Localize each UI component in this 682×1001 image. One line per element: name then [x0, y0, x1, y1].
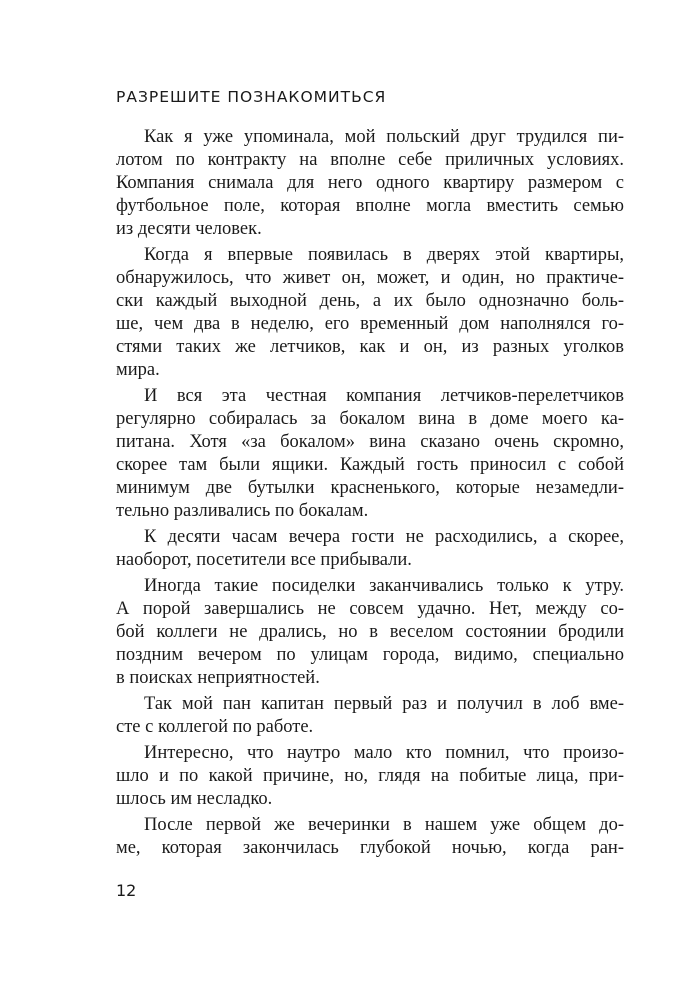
- paragraph: [116, 693, 624, 739]
- text-line: Интересно, что наутро мало кто помнил, что произо-: [144, 743, 624, 763]
- text-line: Как я уже упоминала, мой польский друг трудился пи-: [144, 127, 624, 147]
- text-line: обнаружилось, что живет он, может, и один, но практиче-: [116, 268, 624, 288]
- text-line: регулярно собиралась за бокалом вина в доме моего ка-: [116, 409, 624, 429]
- text-line: Иногда такие посиделки заканчивались только к утру.: [144, 576, 624, 596]
- text-line: ски каждый выходной день, а их было однозначно боль-: [116, 291, 624, 311]
- running-title: РАЗРЕШИТЕ ПОЗНАКОМИТЬСЯ: [116, 88, 387, 106]
- text-line: поздним вечером по улицам города, видимо, специально: [116, 645, 624, 665]
- text-line: А порой завершались не совсем удачно. Нет, между со-: [116, 599, 624, 619]
- paragraph: [116, 742, 624, 811]
- paragraph: [116, 126, 624, 241]
- paragraph: [116, 526, 624, 572]
- text-line: сте с коллегой по работе.: [116, 717, 314, 737]
- text-line: ше, чем два в неделю, его временный дом наполнялся го-: [116, 314, 624, 334]
- text-line: шло и по какой причине, но, глядя на побитые лица, при-: [116, 766, 624, 786]
- text-line: К десяти часам вечера гости не расходились, а скорее,: [144, 527, 624, 547]
- text-line: Когда я впервые появилась в дверях этой квартиры,: [144, 245, 624, 265]
- text-line: Компания снимала для него одного квартиру размером с: [116, 173, 624, 193]
- text-line: минимум две бутылки красненького, которые незамедли-: [116, 478, 624, 498]
- text-line: ме, которая закончилась глубокой ночью, когда ран-: [116, 838, 624, 858]
- text-line: бой коллеги не дрались, но в веселом состоянии бродили: [116, 622, 624, 642]
- paragraph: [116, 244, 624, 382]
- text-line: скорее там были ящики. Каждый гость приносил с собой: [116, 455, 624, 475]
- text-line: мира.: [116, 360, 160, 380]
- text-line: питана. Хотя «за бокалом» вина сказано очень скромно,: [116, 432, 624, 452]
- text-line: После первой же вечеринки в нашем уже общем до-: [144, 815, 624, 835]
- paragraph: [116, 814, 624, 860]
- text-line: И вся эта честная компания летчиков-перелетчиков: [144, 386, 624, 406]
- text-line: тельно разливались по бокалам.: [116, 501, 369, 521]
- paragraph: [116, 575, 624, 690]
- text-line: из десяти человек.: [116, 219, 262, 239]
- text-line: стями таких же летчиков, как и он, из разных уголков: [116, 337, 624, 357]
- text-line: лотом по контракту на вполне себе приличных условиях.: [116, 150, 624, 170]
- paragraph: [116, 385, 624, 523]
- text-line: шлось им несладко.: [116, 789, 273, 809]
- body-text: [116, 126, 624, 863]
- text-line: в поисках неприятностей.: [116, 668, 320, 688]
- text-line: наоборот, посетители все прибывали.: [116, 550, 412, 570]
- text-line: футбольное поле, которая вполне могла вместить семью: [116, 196, 624, 216]
- text-line: Так мой пан капитан первый раз и получил в лоб вме-: [144, 694, 624, 714]
- page-number: 12: [116, 881, 137, 900]
